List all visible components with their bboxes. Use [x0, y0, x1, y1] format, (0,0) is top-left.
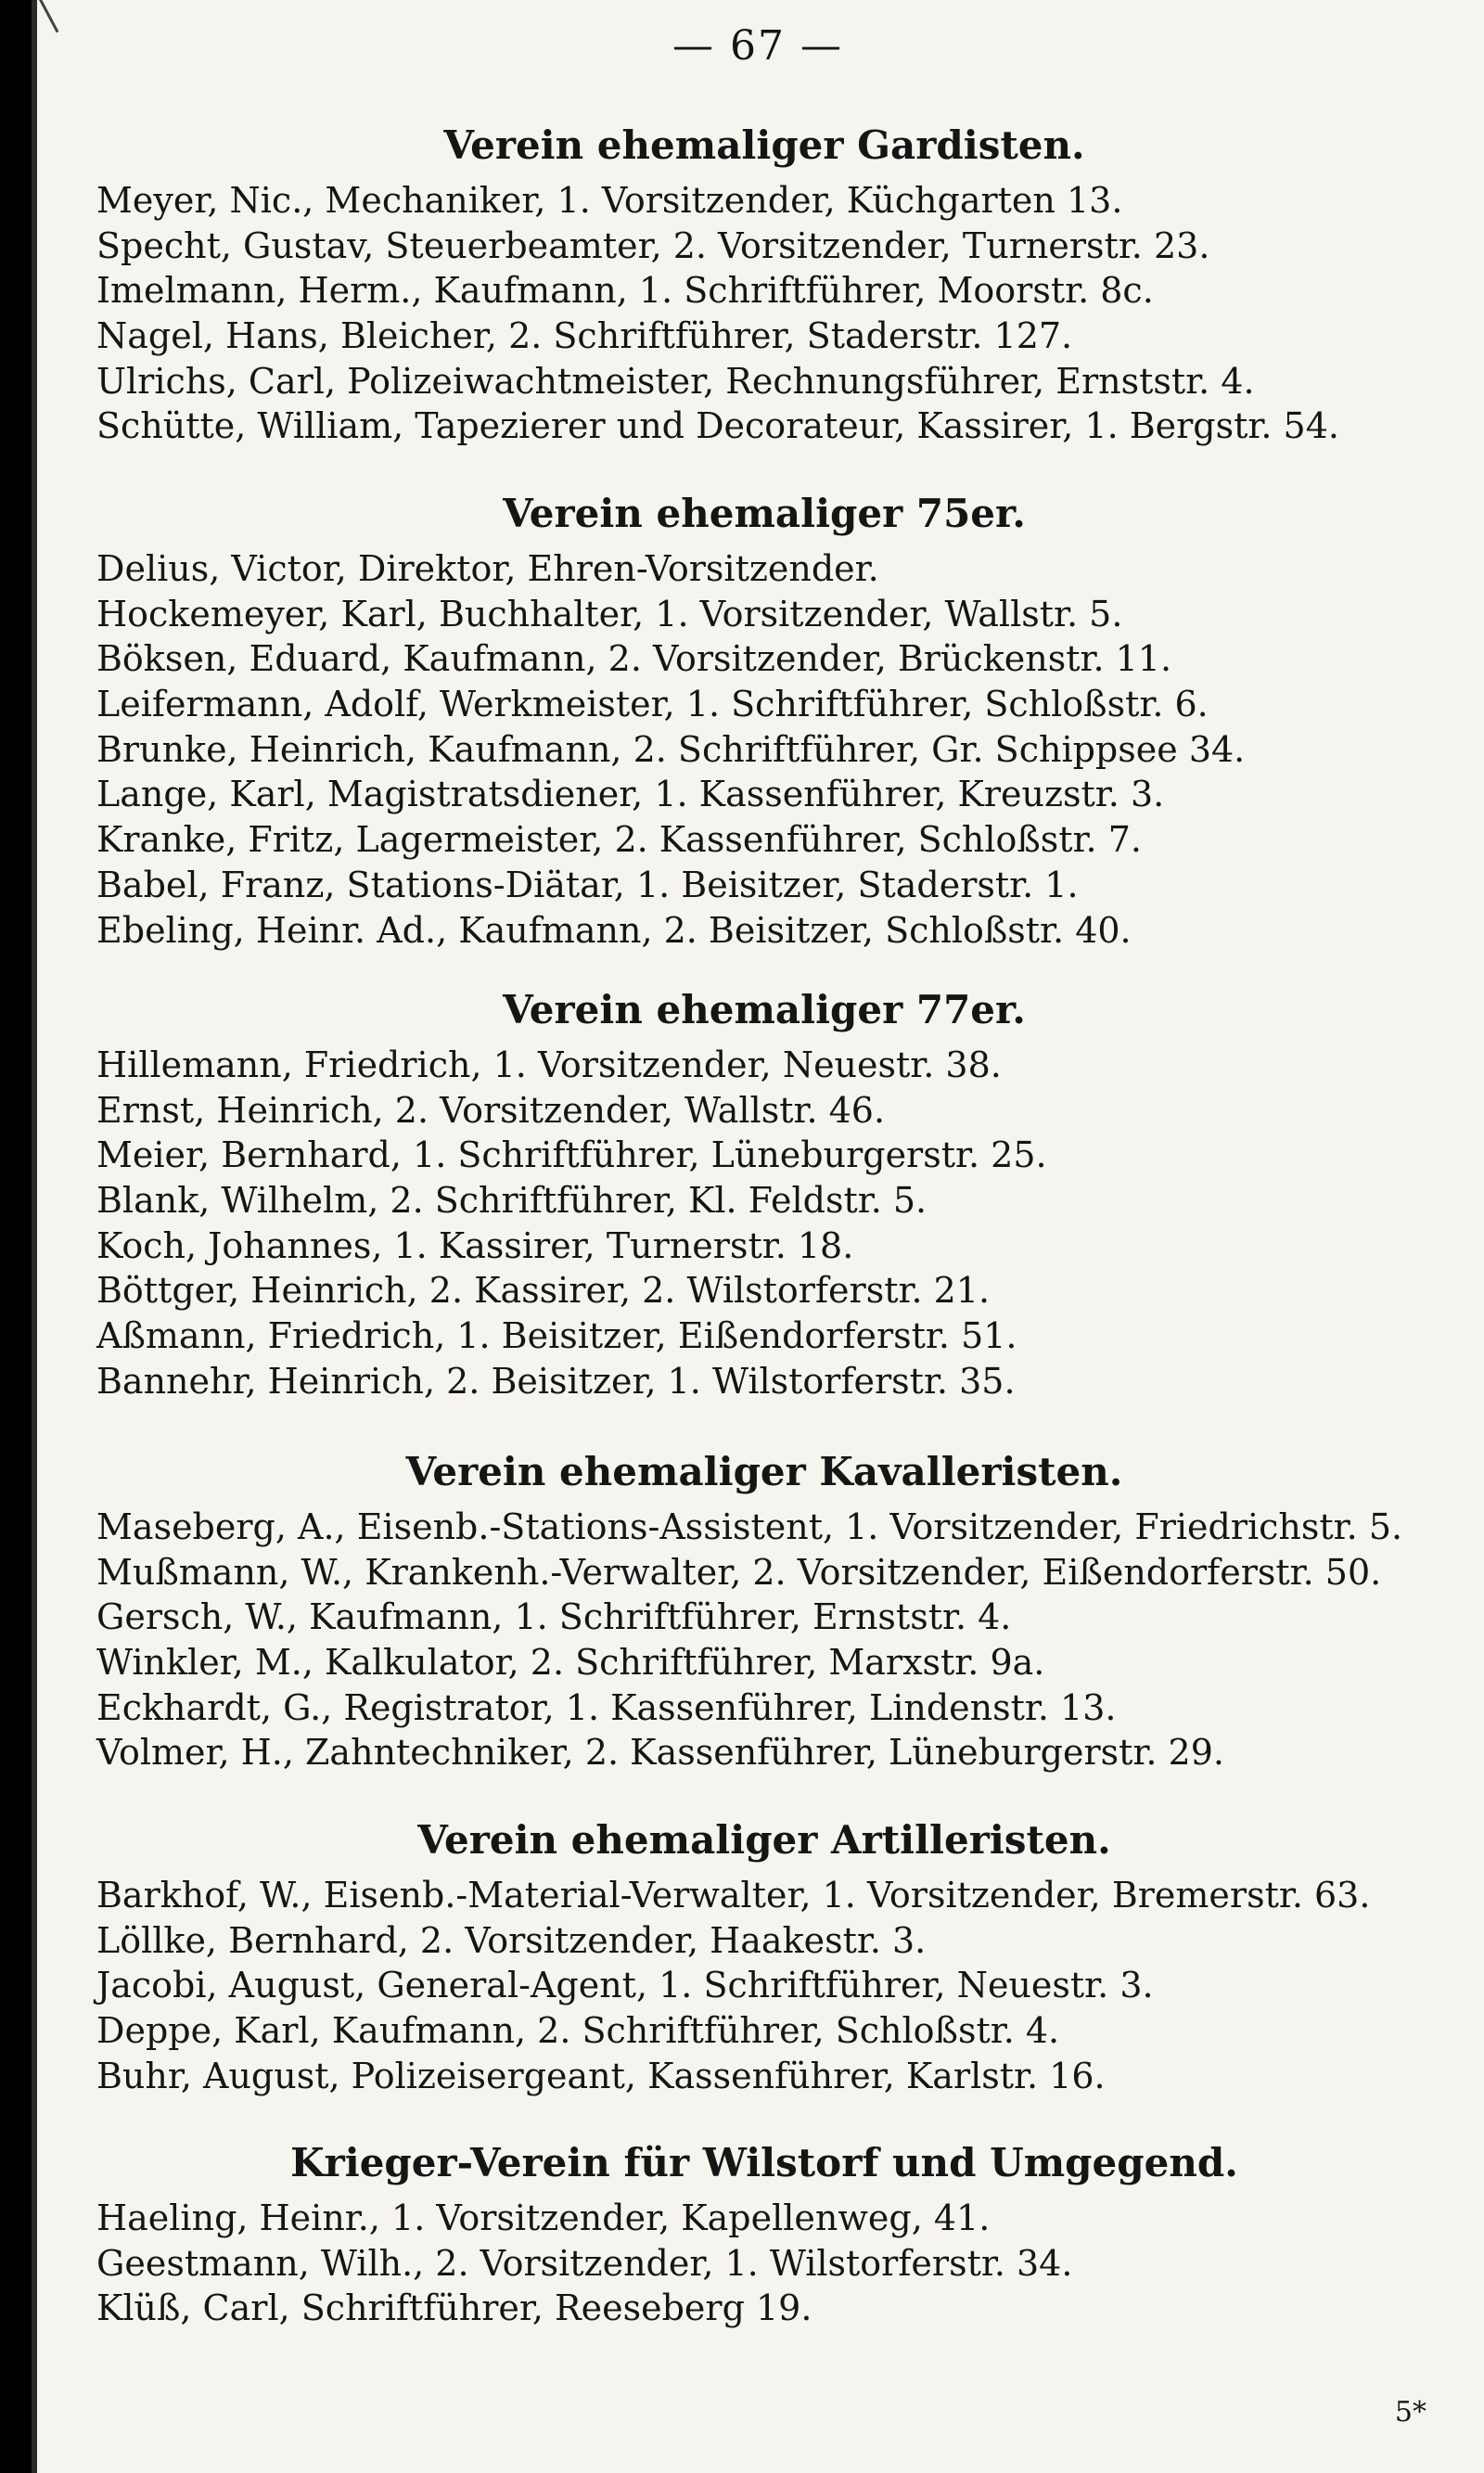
section-title: Verein ehemaliger Artilleristen.	[417, 1817, 1111, 1863]
list-item: Bannehr, Heinrich, 2. Beisitzer, 1. Wilstorferstr. 35.	[96, 1360, 1016, 1402]
list-item: Lange, Karl, Magistratsdiener, 1. Kassenführer, Kreuzstr. 3.	[96, 774, 1165, 815]
section-kavalleristen	[96, 1445, 1432, 1775]
section-title: Verein ehemaliger 75er.	[503, 491, 1026, 536]
list-item: Buhr, August, Polizeisergeant, Kassenführer, Karlstr. 16.	[96, 2055, 1106, 2096]
list-item: Volmer, H., Zahntechniker, 2. Kassenführer, Lüneburgerstr. 29.	[96, 1732, 1224, 1774]
list-item: Eckhardt, G., Registrator, 1. Kassenführer, Lindenstr. 13.	[96, 1686, 1117, 1728]
list-item: Löllke, Bernhard, 2. Vorsitzender, Haakestr. 3.	[96, 1919, 927, 1961]
list-item: Schütte, William, Tapezierer und Decorateur, Kassirer, 1. Bergstr. 54.	[96, 405, 1339, 447]
list-item: Ebeling, Heinr. Ad., Kaufmann, 2. Beisitzer, Schloßstr. 40.	[96, 909, 1132, 951]
list-item: Kranke, Fritz, Lagermeister, 2. Kassenführer, Schloßstr. 7.	[96, 819, 1142, 861]
list-item: Meyer, Nic., Mechaniker, 1. Vorsitzender, Küchgarten 13.	[96, 180, 1123, 221]
list-item: Imelmann, Herm., Kaufmann, 1. Schriftführer, Moorstr. 8c.	[96, 270, 1154, 312]
section-gardisten	[96, 119, 1432, 449]
list-item: Barkhof, W., Eisenb.-Material-Verwalter, 1. Vorsitzender, Bremerstr. 63.	[96, 1875, 1371, 1916]
list-item: Geestmann, Wilh., 2. Vorsitzender, 1. Wilstorferstr. 34.	[96, 2242, 1073, 2284]
list-item: Mußmann, W., Krankenh.-Verwalter, 2. Vorsitzender, Eißendorferstr. 50.	[96, 1551, 1382, 1593]
list-item: Babel, Franz, Stations-Diätar, 1. Beisitzer, Staderstr. 1.	[96, 864, 1079, 905]
list-item: Brunke, Heinrich, Kaufmann, 2. Schriftführer, Gr. Schippsee 34.	[96, 728, 1246, 770]
list-item: Ulrichs, Carl, Polizeiwachtmeister, Rechnungsführer, Ernststr. 4.	[96, 360, 1255, 402]
list-item: Haeling, Heinr., 1. Vorsitzender, Kapellenweg, 41.	[96, 2198, 991, 2238]
section-title: Krieger-Verein für Wilstorf und Umgegend.	[290, 2140, 1238, 2185]
list-item: Winkler, M., Kalkulator, 2. Schriftführer, Marxstr. 9a.	[96, 1642, 1045, 1684]
list-item: Delius, Victor, Direktor, Ehren-Vorsitzender.	[96, 548, 879, 589]
list-item: Aßmann, Friedrich, 1. Beisitzer, Eißendorferstr. 51.	[96, 1315, 1017, 1357]
list-item: Jacobi, August, General-Agent, 1. Schriftführer, Neuestr. 3.	[96, 1965, 1154, 2006]
list-item: Maseberg, A., Eisenb.-Stations-Assistent, 1. Vorsitzender, Friedrichstr. 5.	[96, 1506, 1403, 1547]
section-title: Verein ehemaliger Kavalleristen.	[405, 1449, 1123, 1494]
document-page	[32, 0, 1484, 2473]
section-75er	[96, 487, 1432, 953]
section-title: Verein ehemaliger 77er.	[503, 987, 1026, 1032]
section-artilleristen	[96, 1813, 1432, 2098]
page-number: — 67 —	[672, 22, 843, 70]
section-77er	[96, 983, 1432, 1404]
list-item: Blank, Wilhelm, 2. Schriftführer, Kl. Feldstr. 5.	[96, 1180, 928, 1222]
signature-mark: 5*	[1394, 2396, 1426, 2428]
list-item: Specht, Gustav, Steuerbeamter, 2. Vorsitzender, Turnerstr. 23.	[96, 224, 1210, 266]
list-item: Koch, Johannes, 1. Kassirer, Turnerstr. 18.	[96, 1224, 854, 1266]
section-title: Verein ehemaliger Gardisten.	[443, 122, 1085, 168]
list-item: Klüß, Carl, Schriftführer, Reeseberg 19.	[96, 2287, 812, 2329]
list-item: Hillemann, Friedrich, 1. Vorsitzender, Neuestr. 38.	[96, 1044, 1002, 1085]
list-item: Böttger, Heinrich, 2. Kassirer, 2. Wilstorferstr. 21.	[96, 1270, 991, 1312]
list-item: Meier, Bernhard, 1. Schriftführer, Lüneburgerstr. 25.	[96, 1134, 1047, 1176]
list-item: Böksen, Eduard, Kaufmann, 2. Vorsitzender, Brückenstr. 11.	[96, 638, 1172, 680]
section-krieger-verein-wilstorf	[96, 2136, 1432, 2331]
list-item: Ernst, Heinrich, 2. Vorsitzender, Wallstr. 46.	[96, 1089, 886, 1131]
list-item: Deppe, Karl, Kaufmann, 2. Schriftführer, Schloßstr. 4.	[96, 2010, 1060, 2052]
list-item: Gersch, W., Kaufmann, 1. Schriftführer, Ernststr. 4.	[96, 1596, 1012, 1638]
list-item: Nagel, Hans, Bleicher, 2. Schriftführer, Staderstr. 127.	[96, 315, 1073, 357]
list-item: Hockemeyer, Karl, Buchhalter, 1. Vorsitzender, Wallstr. 5.	[96, 593, 1123, 634]
list-item: Leifermann, Adolf, Werkmeister, 1. Schriftführer, Schloßstr. 6.	[96, 684, 1209, 725]
page-edge	[32, 0, 37, 2473]
